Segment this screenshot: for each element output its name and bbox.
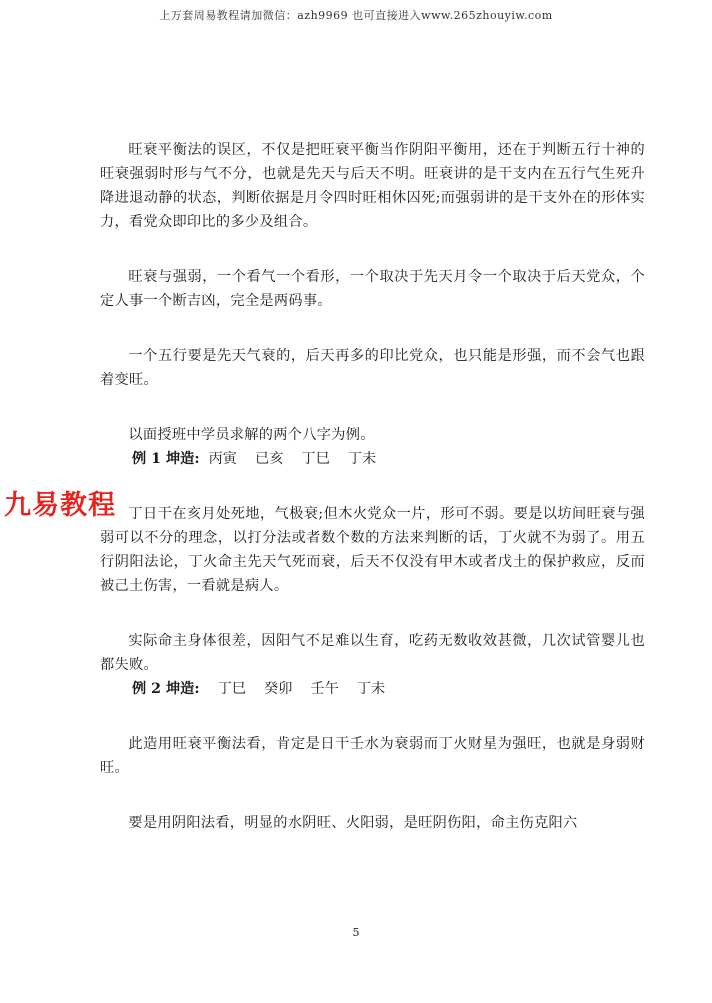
- paragraph-3: 一个五行要是先天气衰的，后天再多的印比党众，也只能是形强，而不会气也跟着变旺。: [100, 348, 645, 388]
- paragraph-1: 旺衰平衡法的误区，不仅是把旺衰平衡当作阴阳平衡用，还在于判断五行十神的旺衰强弱时形与气不分，也就是先天与后天不明。旺衰讲的是干支内在五行气生死升降进退动静的状态，判断依据是月令四时旺相休囚死;而强弱讲的是干支外在的形体实力，看党众即印比的多少及组合。: [100, 142, 645, 230]
- example-1-separator: [200, 451, 209, 467]
- example-2-separator: [200, 681, 218, 697]
- watermark-logo: 九易教程: [4, 490, 116, 521]
- example-2-line: [100, 677, 645, 701]
- page-header: 上万套周易教程请加微信：azh9969 也可直接进入www.265zhouyiw.com: [159, 9, 553, 22]
- paragraph-5: 丁日干在亥月处死地，气极衰;但木火党众一片，形可不弱。要是以坊间旺衰与强弱可以不分的理念，以打分法或者数个数的方法来判断的话，丁火就不为弱了。用五行阴阳法论，丁火命主先天气死而衰，后天不仅没有甲木或者戊土的保护救应，反而被己土伤害，一看就是病人。: [100, 506, 645, 594]
- example-2-label: 例 2 坤造:: [132, 681, 200, 697]
- page-number: 5: [352, 926, 360, 939]
- example-1-line: [100, 447, 645, 471]
- example-1-pillars: 丙寅 已亥 丁巳 丁未: [208, 451, 377, 467]
- paragraph-4: 以面授班中学员求解的两个八字为例。: [128, 427, 375, 443]
- paragraph-8: 要是用阴阳法看，明显的水阴旺、火阳弱，是旺阴伤阳，命主伤克阳六: [128, 815, 578, 831]
- example-1-label: 例 1 坤造:: [132, 451, 200, 467]
- example-2-pillars: 丁巳 癸卯 壬午 丁未: [217, 681, 386, 697]
- paragraph-6: 实际命主身体很差，因阳气不足难以生育，吃药无数收效甚微，几次试管婴儿也都失败。: [100, 633, 645, 673]
- document-body: [100, 138, 645, 835]
- paragraph-2: 旺衰与强弱，一个看气一个看形，一个取决于先天月令一个取决于后天党众，个定人事一个断吉凶，完全是两码事。: [100, 269, 645, 309]
- paragraph-7: 此造用旺衰平衡法看，肯定是日干壬水为衰弱而丁火财星为强旺，也就是身弱财旺。: [100, 736, 645, 776]
